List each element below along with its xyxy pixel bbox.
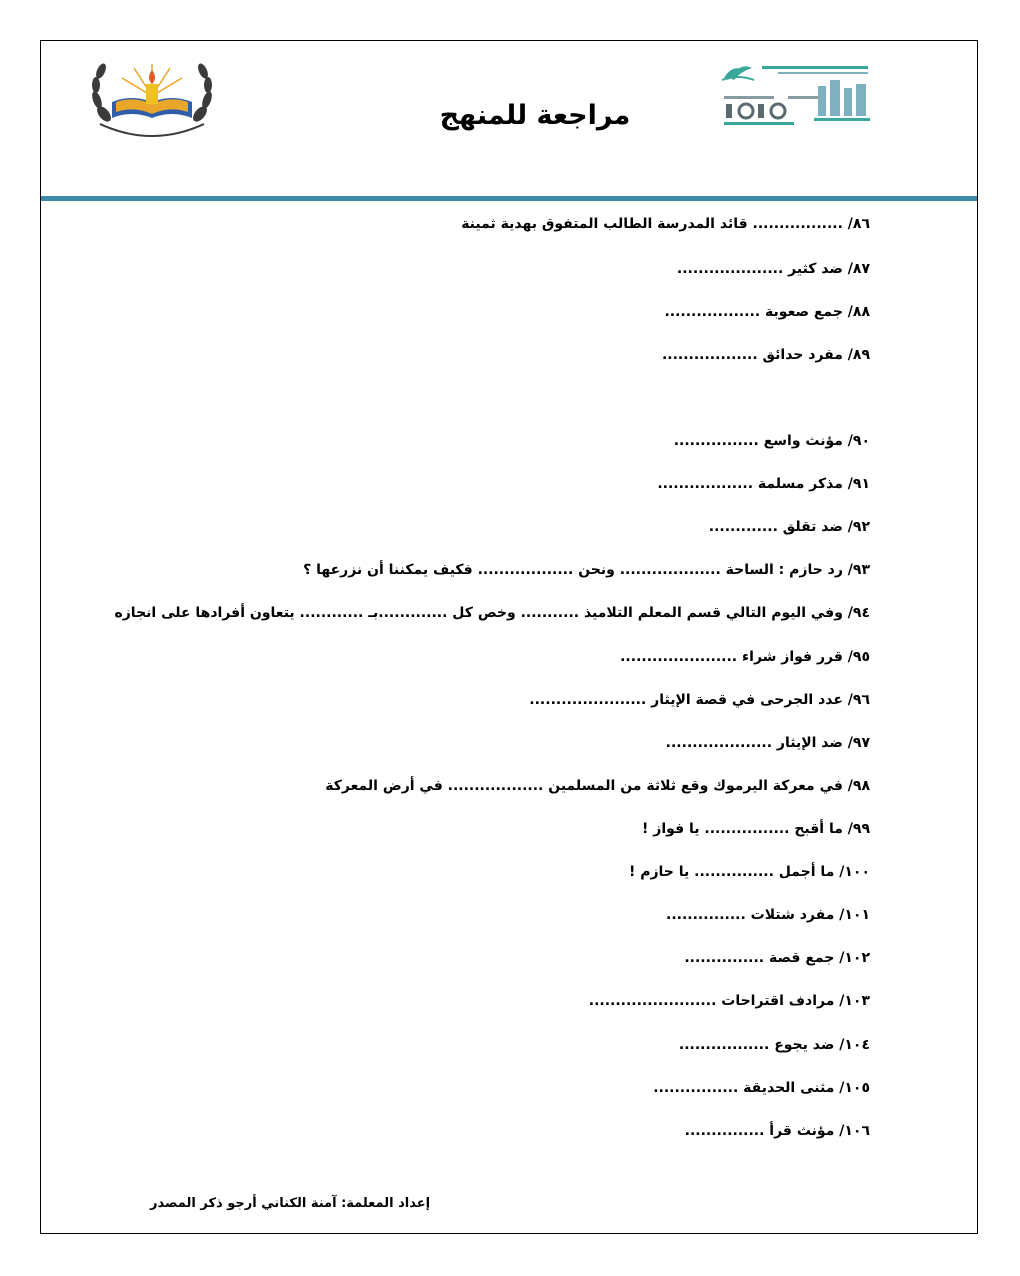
ministry-logo xyxy=(718,56,878,130)
question-94: ٩٤/ وفي اليوم التالي قسم المعلم التلاميذ ........... وخص كل .............بـ ............ يتعاون أفرادها على انجازه xyxy=(114,605,870,621)
question-89: ٨٩/ مفرد حدائق .................. xyxy=(661,347,870,363)
question-103: ١٠٣/ مرادف اقتراحات ........................ xyxy=(588,993,870,1009)
school-logo-emblem xyxy=(82,44,222,144)
question-96: ٩٦/ عدد الجرحى في قصة الإيثار ...................... xyxy=(529,692,870,708)
page-title: مراجعة للمنهج xyxy=(439,100,631,131)
question-88: ٨٨/ جمع صعوبة .................. xyxy=(664,304,870,320)
question-92: ٩٢/ ضد تقلق ............. xyxy=(708,519,870,535)
header-divider xyxy=(41,196,977,201)
vision-2030-logo xyxy=(718,56,878,130)
question-91: ٩١/ مذكر مسلمة .................. xyxy=(657,476,870,492)
question-98: ٩٨/ في معركة اليرموك وقع ثلاثة من المسلمين .................. في أرض المعركة xyxy=(325,778,870,794)
question-95: ٩٥/ قرر فواز شراء ...................... xyxy=(620,649,870,665)
question-102: ١٠٢/ جمع قصة ............... xyxy=(684,950,870,966)
school-logo xyxy=(82,44,222,144)
question-87: ٨٧/ ضد كثير .................... xyxy=(676,261,870,277)
question-86: ٨٦/ ................. قائد المدرسة الطالب المتفوق بهدية ثمينة xyxy=(461,216,870,232)
question-93: ٩٣/ رد حازم : الساحة ................... ونحن .................. فكيف يمكننا أن نزرعها ؟ xyxy=(303,562,870,578)
question-100: ١٠٠/ ما أجمل ............... يا حازم ! xyxy=(628,864,870,880)
question-104: ١٠٤/ ضد يجوع ................. xyxy=(678,1037,870,1053)
question-97: ٩٧/ ضد الإيثار .................... xyxy=(665,735,870,751)
footer-credit: إعداد المعلمة: آمنة الكناني أرجو ذكر المصدر xyxy=(150,1196,431,1211)
question-101: ١٠١/ مفرد شتلات ............... xyxy=(666,907,870,923)
question-106: ١٠٦/ مؤنث قرأ ............... xyxy=(684,1123,870,1139)
question-99: ٩٩/ ما أقبح ................ يا فواز ! xyxy=(642,821,870,837)
question-90: ٩٠/ مؤنث واسع ................ xyxy=(673,433,870,449)
question-105: ١٠٥/ مثنى الحديقة ................ xyxy=(653,1080,870,1096)
